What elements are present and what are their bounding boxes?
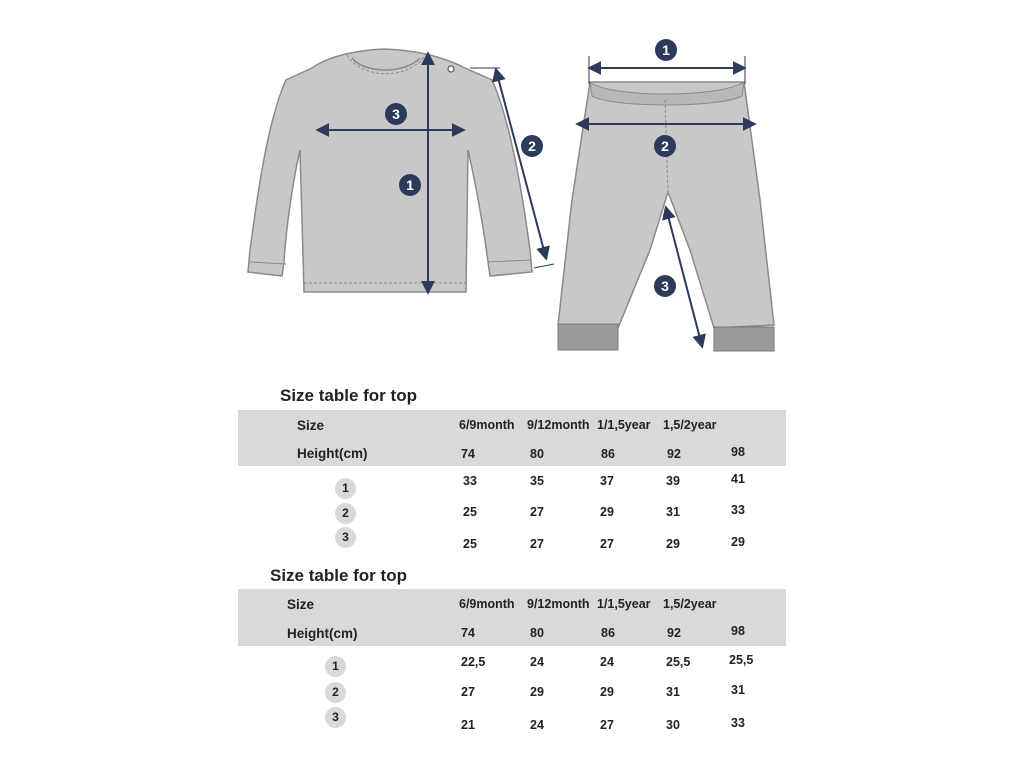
table-1-height-value: 86: [601, 447, 615, 461]
table-1-cell: 27: [600, 537, 614, 551]
table-1-title-prefix: Size table for: [280, 386, 391, 405]
pants-garment-drawing: [558, 82, 774, 351]
table-1-cell: 31: [666, 505, 680, 519]
top-marker-2: [521, 135, 543, 157]
table-2-row-marker: 1: [325, 656, 346, 677]
pants-marker-2: [654, 135, 676, 157]
table-1-cell: 25: [463, 537, 477, 551]
table-2-title-emphasis: top: [380, 566, 407, 585]
table-1-cell: 29: [731, 535, 745, 549]
svg-text:3: 3: [392, 106, 400, 122]
table-2-cell: 31: [731, 683, 745, 697]
top-marker-1: [399, 174, 421, 196]
pants-marker-3: [654, 275, 676, 297]
table-2-height-label: Height(cm): [287, 626, 358, 641]
svg-text:3: 3: [661, 278, 669, 294]
table-1-size-value: 9/12month: [527, 418, 590, 432]
table-1-cell: 27: [530, 537, 544, 551]
table-2-size-label: Size: [287, 597, 315, 612]
table-2-height-value: 98: [731, 624, 745, 638]
table-2-height-value: 92: [667, 626, 681, 640]
table-1-row-marker: 1: [335, 478, 356, 499]
table-2-cell: 24: [530, 655, 544, 669]
table-2-title-prefix: Size table for: [270, 566, 381, 585]
table-2-cell: 22,5: [461, 655, 486, 669]
table-1-title: [280, 386, 417, 406]
table-2-row-marker: 2: [325, 682, 346, 703]
table-1-cell: 35: [530, 474, 544, 488]
table-2-cell: 30: [666, 718, 680, 732]
table-1-row-marker: 3: [335, 527, 356, 548]
svg-text:1: 1: [406, 177, 414, 193]
table-1-cell: 39: [666, 474, 680, 488]
svg-text:2: 2: [528, 138, 536, 154]
table-2-cell: 29: [530, 685, 544, 699]
table-1-cell: 37: [600, 474, 614, 488]
table-1-height-label: Height(cm): [297, 446, 368, 461]
garment-illustration: [0, 0, 1024, 370]
table-2-cell: 31: [666, 685, 680, 699]
svg-text:2: 2: [661, 138, 669, 154]
table-2-size-value: 1,5/2year: [663, 597, 717, 611]
table-1-size-value: 6/9month: [459, 418, 515, 432]
table-1-cell: 29: [666, 537, 680, 551]
table-1-title-emphasis: top: [390, 386, 417, 405]
table-1-size-label: Size: [297, 418, 325, 433]
table-2-size-value: 9/12month: [527, 597, 590, 611]
table-1-cell: 29: [600, 505, 614, 519]
svg-text:1: 1: [662, 42, 670, 58]
table-1-cell: 33: [731, 503, 745, 517]
table-2-row-marker: 3: [325, 707, 346, 728]
table-2-height-value: 80: [530, 626, 544, 640]
table-2-cell: 27: [461, 685, 475, 699]
table-1-cell: 33: [463, 474, 477, 488]
table-2-cell: 21: [461, 718, 475, 732]
table-2-size-value: 6/9month: [459, 597, 515, 611]
table-2-height-value: 86: [601, 626, 615, 640]
table-2-cell: 27: [600, 718, 614, 732]
table-1-row-marker: 2: [335, 503, 356, 524]
table-1-cell: 25: [463, 505, 477, 519]
table-1-height-value: 92: [667, 447, 681, 461]
table-1-cell: 27: [530, 505, 544, 519]
table-1-height-value: 74: [461, 447, 475, 461]
table-1-cell: 41: [731, 472, 745, 486]
table-2-cell: 33: [731, 716, 745, 730]
table-1-height-value: 98: [731, 445, 745, 459]
table-2-height-value: 74: [461, 626, 475, 640]
top-marker-3: [385, 103, 407, 125]
table-1-height-value: 80: [530, 447, 544, 461]
pants-marker-1: [655, 39, 677, 61]
table-2-cell: 25,5: [729, 653, 754, 667]
table-2-cell: 24: [530, 718, 544, 732]
top-garment-drawing: [248, 49, 532, 292]
table-2-size-value: 1/1,5year: [597, 597, 651, 611]
table-2-cell: 24: [600, 655, 614, 669]
table-2-cell: 25,5: [666, 655, 691, 669]
table-2-cell: 29: [600, 685, 614, 699]
table-1-size-value: 1,5/2year: [663, 418, 717, 432]
table-2-title: [270, 566, 407, 586]
table-1-size-value: 1/1,5year: [597, 418, 651, 432]
